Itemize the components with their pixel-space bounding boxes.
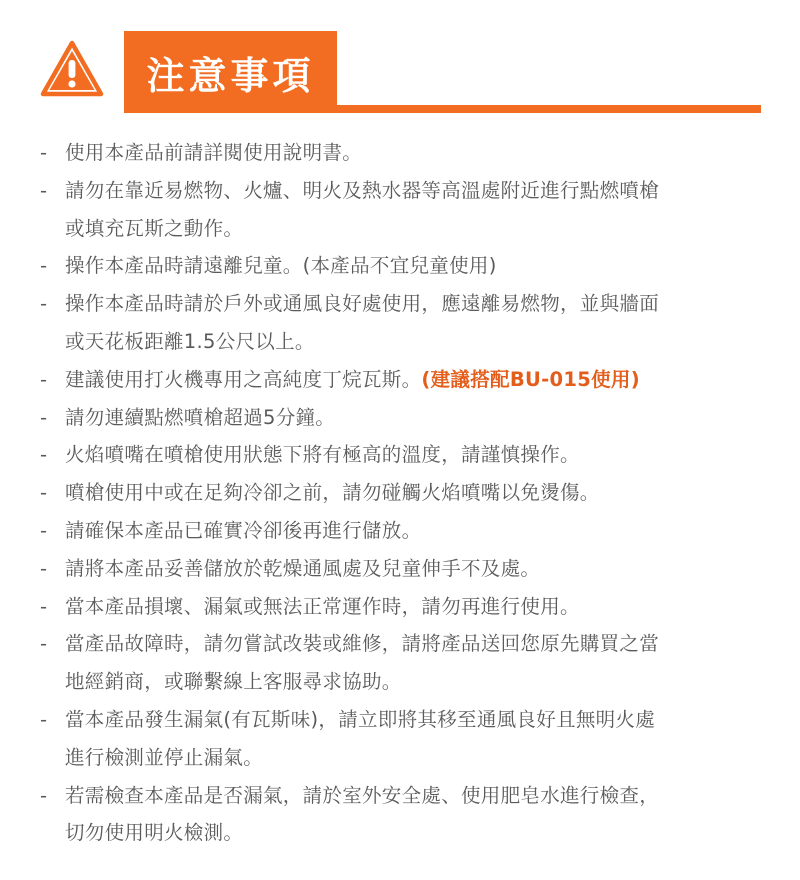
bullet-dash: - (40, 443, 48, 467)
notice-item-text: 火焰噴嘴在噴槍使用狀態下將有極高的溫度，請謹慎操作。 (65, 443, 580, 467)
notice-item-text: 請勿連續點燃噴槍超過5分鐘。 (65, 405, 336, 429)
bullet-dash: - (40, 518, 48, 542)
bullet-dash: - (40, 141, 48, 164)
notice-item-text: 建議使用打火機專用之高純度丁烷瓦斯。 (65, 367, 422, 391)
notice-item (40, 285, 765, 361)
notice-list (40, 134, 765, 852)
page-title: 注意事項 (146, 53, 315, 98)
notice-item-highlight: (建議搭配BU-015使用) (421, 367, 640, 391)
notice-item (40, 134, 765, 172)
bullet-dash: - (40, 292, 48, 316)
bullet-dash: - (40, 594, 48, 618)
bullet-dash: - (40, 405, 48, 429)
bullet-dash: - (40, 481, 48, 505)
notice-item (40, 777, 765, 853)
bullet-dash: - (40, 632, 48, 656)
bullet-dash: - (40, 367, 48, 391)
notice-item-text: 噴槍使用中或在足夠冷卻之前，請勿碰觸火焰噴嘴以免燙傷。 (65, 481, 600, 505)
notice-item-text: 操作本產品時請於戶外或通風良好處使用，應遠離易燃物，並與牆面 或天花板距離1.5公尺以上。 (65, 292, 660, 353)
notice-item-text: 請確保本產品已確實冷卻後再進行儲放。 (65, 518, 422, 542)
notice-header (0, 0, 800, 120)
bullet-dash: - (40, 556, 48, 580)
notice-item (40, 172, 765, 248)
notice-item (40, 361, 765, 399)
notice-item-text: 若需檢查本產品是否漏氣，請於室外安全處、使用肥皂水進行檢查， 切勿使用明火檢測。 (65, 783, 660, 845)
notice-item (40, 436, 765, 474)
notice-item (40, 550, 765, 588)
notice-item-text: 操作本產品時請遠離兒童。(本產品不宜兒童使用) (65, 254, 497, 278)
notice-item-text: 使用本產品前請詳閱使用說明書。 (65, 141, 363, 164)
bullet-dash: - (40, 254, 48, 278)
notice-item-text: 當產品故障時，請勿嘗試改裝或維修，請將產品送回您原先購買之當 地經銷商，或聯繫線上客服尋求協助。 (65, 632, 660, 694)
notice-item-text: 當本產品發生漏氣(有瓦斯味)，請立即將其移至通風良好且無明火處 進行檢測並停止漏氣。 (65, 707, 656, 769)
bullet-dash: - (40, 783, 48, 807)
bullet-dash: - (40, 178, 48, 202)
notice-item (40, 399, 765, 437)
notice-item (40, 247, 765, 285)
notice-item (40, 701, 765, 777)
title-underline (124, 105, 761, 113)
notice-item (40, 625, 765, 701)
notice-item (40, 512, 765, 550)
notice-item (40, 474, 765, 512)
notice-item (40, 588, 765, 626)
title-box (124, 31, 337, 113)
bullet-dash: - (40, 707, 48, 731)
notice-item-text: 請勿在靠近易燃物、火爐、明火及熱水器等高溫處附近進行點燃噴槍 或填充瓦斯之動作。 (65, 178, 660, 240)
notice-item-text: 請將本產品妥善儲放於乾燥通風處及兒童伸手不及處。 (65, 556, 541, 580)
warning-triangle-icon (40, 40, 104, 98)
notice-item-text: 當本產品損壞、漏氣或無法正常運作時，請勿再進行使用。 (65, 594, 580, 618)
